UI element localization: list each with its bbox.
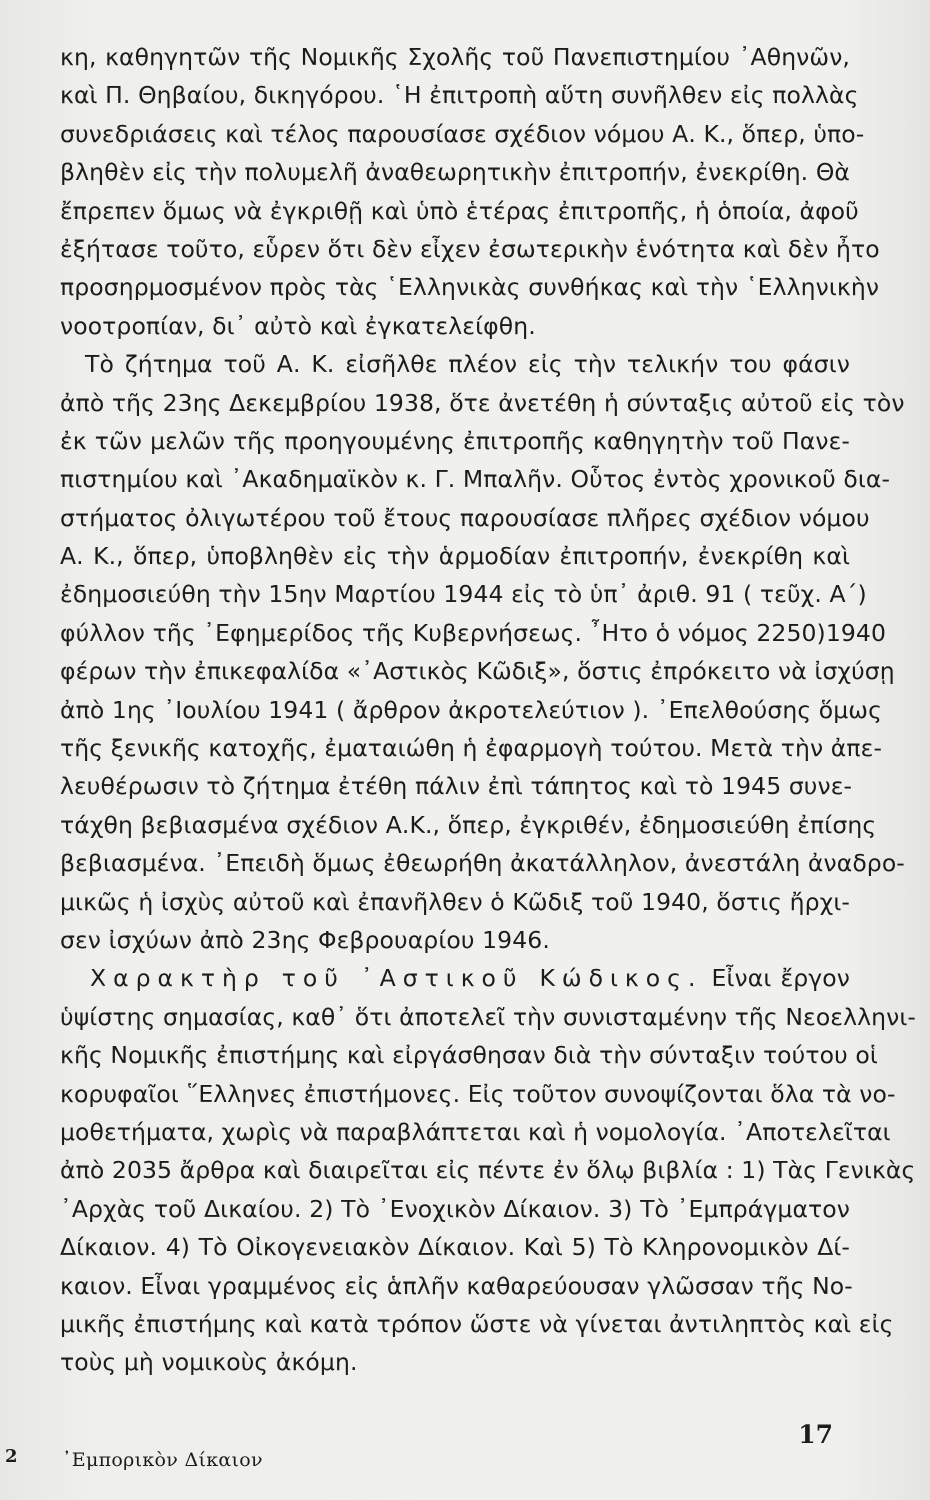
text-line: κῆς Νομικῆς ἐπιστήμης καὶ εἰργάσθησαν διὰ τὴν σύνταξιν τούτου οἱ: [60, 1041, 878, 1070]
section-heading: Χαρακτὴρ τοῦ ᾿Αστικοῦ Κώδικος.: [90, 964, 703, 993]
text-line: πιστημίου καὶ ᾿Ακαδημαϊκὸν κ. Γ. Μπαλῆν. Οὗτος ἐντὸς χρονικοῦ δια-: [60, 465, 891, 494]
text-line: καὶ Π. Θηβαίου, δικηγόρου. ῾Η ἐπιτροπὴ αὕτη συνῆλθεν εἰς πολλὰς: [60, 81, 859, 110]
text-line: ἐδημοσιεύθη τὴν 15ην Μαρτίου 1944 εἰς τὸ ὑπ᾿ ἀριθ. 91 ( τεῦχ. Α΄): [60, 580, 867, 609]
text-line: στήματος ὀλιγωτέρου τοῦ ἔτους παρουσίασε πλῆρες σχέδιον νόμου: [60, 503, 870, 532]
text-line: ἀπὸ 1ης ᾿Ιουλίου 1941 ( ἄρθρον ἀκροτελεύτιον ). ᾿Επελθούσης ὅμως: [60, 695, 882, 724]
text-line: λευθέρωσιν τὸ ζήτημα ἐτέθη πάλιν ἐπὶ τάπητος καὶ τὸ 1945 συνε-: [60, 772, 853, 801]
page-number: 17: [798, 1420, 833, 1449]
text-line: ἀπὸ τῆς 23ης Δεκεμβρίου 1938, ὅτε ἀνετέθη ἡ σύνταξις αὐτοῦ εἰς τὸν: [60, 388, 905, 417]
section-heading-line: [60, 959, 850, 997]
text-line: συνεδριάσεις καὶ τέλος παρουσίασε σχέδιον νόμου Α. Κ., ὅπερ, ὑπο-: [60, 119, 865, 148]
text-line: Α. Κ., ὅπερ, ὑποβληθὲν εἰς τὴν ἁρμοδίαν ἐπιτροπήν, ἐνεκρίθη καὶ: [60, 542, 850, 571]
text-line: φέρων τὴν ἐπικεφαλίδα «᾿Αστικὸς Κῶδιξ», ὅστις ἐπρόκειτο νὰ ἰσχύσῃ: [60, 657, 895, 686]
text-line: τῆς ξενικῆς κατοχῆς, ἐματαιώθη ἡ ἐφαρμογὴ τούτου. Μετὰ τὴν ἀπε-: [60, 734, 883, 763]
text-line: μικῆς ἐπιστήμης καὶ κατὰ τρόπον ὥστε νὰ γίνεται ἀντιληπτὸς καὶ εἰς: [60, 1309, 894, 1338]
text-line: ἔπρεπεν ὅμως νὰ ἐγκριθῇ καὶ ὑπὸ ἑτέρας ἐπιτροπῆς, ἡ ὁποία, ἀφοῦ: [60, 196, 859, 225]
text-line: βεβιασμένα. ᾿Επειδὴ ὅμως ἐθεωρήθη ἀκατάλληλον, ἀνεστάλη ἀναδρο-: [60, 849, 905, 878]
text-line: Δίκαιον. 4) Τὸ Οἰκογενειακὸν Δίκαιον. Καὶ 5) Τὸ Κληρονομικὸν Δί-: [60, 1233, 850, 1262]
running-footer-title: ᾿Εμπορικὸν Δίκαιον: [62, 1449, 263, 1471]
paragraph-start-line: Τὸ ζήτημα τοῦ Α. Κ. εἰσῆλθε πλέον εἰς τὴν τελικήν του φάσιν: [85, 350, 850, 379]
text-line: ὑψίστης σημασίας, καθ᾿ ὅτι ἀποτελεῖ τὴν συνισταμένην τῆς Νεοελληνι-: [60, 1002, 916, 1031]
signature-number: 2: [5, 1446, 18, 1467]
text-line: ἀπὸ 2035 ἄρθρα καὶ διαιρεῖται εἰς πέντε ἐν ὅλῳ βιβλία : 1) Τὰς Γενικὰς: [60, 1156, 916, 1185]
text-line: ἐξήτασε τοῦτο, εὗρεν ὅτι δὲν εἶχεν ἐσωτερικὴν ἑνότητα καὶ δὲν ἦτο: [60, 234, 880, 263]
text-line: τάχθη βεβιασμένα σχέδιον Α.Κ., ὅπερ, ἐγκριθέν, ἐδημοσιεύθη ἐπίσης: [60, 810, 877, 839]
body-text: [60, 38, 916, 1382]
heading-continuation: Εἶναι ἔργον: [702, 964, 850, 993]
text-line: μικῶς ἡ ἰσχὺς αὐτοῦ καὶ ἐπανῆλθεν ὁ Κῶδιξ τοῦ 1940, ὅστις ἤρχι-: [60, 887, 850, 916]
text-line: ᾿Αρχὰς τοῦ Δικαίου. 2) Τὸ ᾿Ενοχικὸν Δίκαιον. 3) Τὸ ᾿Εμπράγματον: [60, 1194, 850, 1223]
text-line: κη, καθηγητῶν τῆς Νομικῆς Σχολῆς τοῦ Πανεπιστημίου ᾿Αθηνῶν,: [60, 43, 850, 71]
text-line: καιον. Εἶναι γραμμένος εἰς ἁπλῆν καθαρεύουσαν γλῶσσαν τῆς Νο-: [60, 1271, 853, 1300]
text-line: κορυφαῖοι ῞Ελληνες ἐπιστήμονες. Εἰς τοῦτον συνοψίζονται ὅλα τὰ νο-: [60, 1079, 896, 1108]
text-line: τοὺς μὴ νομικοὺς ἀκόμη.: [60, 1348, 358, 1377]
text-line: βληθὲν εἰς τὴν πολυμελῆ ἀναθεωρητικὴν ἐπιτροπήν, ἐνεκρίθη. Θὰ: [60, 158, 851, 187]
text-line: φύλλον τῆς ᾿Εφημερίδος τῆς Κυβερνήσεως. ῏Ητο ὁ νόμος 2250)1940: [60, 618, 887, 647]
text-line: μοθετήματα, χωρὶς νὰ παραβλάπτεται καὶ ἡ νομολογία. ᾿Αποτελεῖται: [60, 1117, 891, 1146]
text-line: σεν ἰσχύων ἀπὸ 23ης Φεβρουαρίου 1946.: [60, 925, 550, 954]
text-line: ἐκ τῶν μελῶν τῆς προηγουμένης ἐπιτροπῆς καθηγητὴν τοῦ Πανε-: [60, 426, 850, 455]
text-line: νοοτροπίαν, δι᾿ αὐτὸ καὶ ἐγκατελείφθη.: [60, 311, 536, 340]
text-line: προσηρμοσμένον πρὸς τὰς ῾Ελληνικὰς συνθήκας καὶ τὴν ῾Ελληνικὴν: [60, 273, 880, 302]
